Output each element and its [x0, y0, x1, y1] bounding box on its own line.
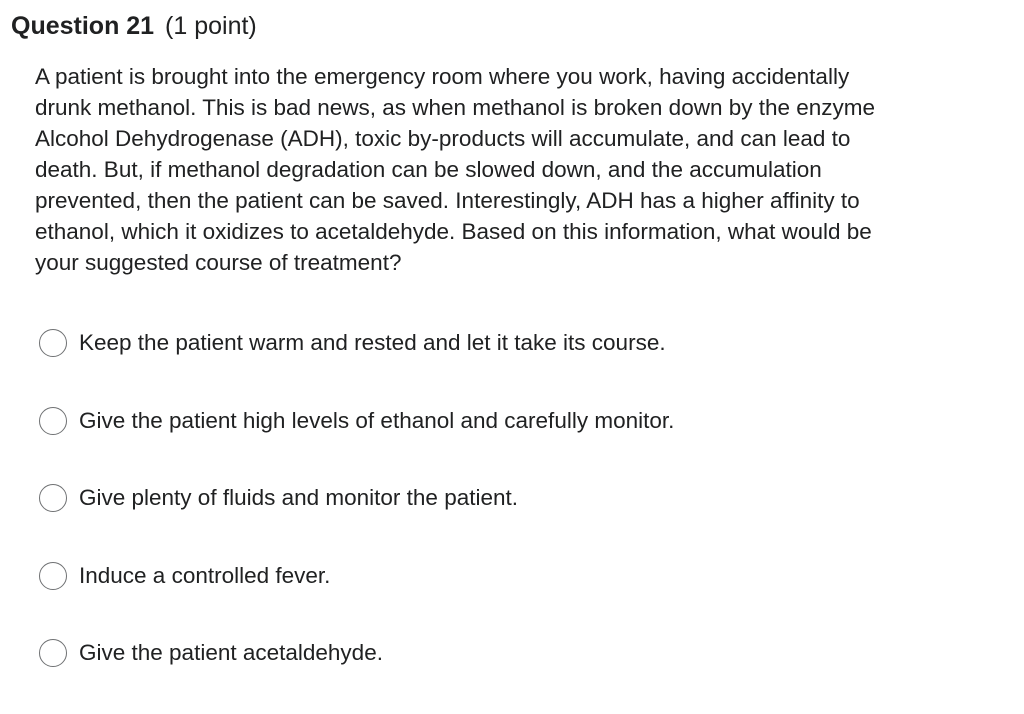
answer-option-2[interactable]	[39, 404, 999, 438]
answer-option-label-4[interactable]: Induce a controlled fever.	[79, 562, 331, 588]
radio-button-1[interactable]	[39, 329, 67, 357]
answer-option-3[interactable]	[39, 481, 999, 515]
radio-button-3[interactable]	[39, 484, 67, 512]
answer-option-label-1[interactable]: Keep the patient warm and rested and let it take its course.	[79, 330, 666, 355]
question-points: (1 point)	[165, 12, 257, 40]
answer-option-label-2[interactable]: Give the patient high levels of ethanol and carefully monitor.	[79, 407, 675, 433]
answer-options	[39, 326, 999, 714]
answer-option-4[interactable]	[39, 559, 999, 593]
answer-option-label-3[interactable]: Give plenty of fluids and monitor the patient.	[79, 485, 519, 510]
question-text: A patient is brought into the emergency room where you work, having accidentally drunk methanol. This is bad news, as when methanol is broken down by the enzyme Alcohol Dehydrogenase (ADH), toxic by-products will accumulate, and can lead to death. But, if methanol degradation can be slowed down, and the accumulation prevented, then the patient can be saved. Interestingly, ADH has a higher affinity to ethanol, which it oxidizes to acetaldehyde. Based on this information, what would be your suggested course of treatment?	[35, 64, 876, 275]
answer-option-5[interactable]	[39, 636, 999, 670]
answer-option-label-5[interactable]: Give the patient acetaldehyde.	[79, 640, 383, 665]
question-title: Question 21	[11, 12, 155, 40]
question-header	[11, 10, 257, 42]
radio-button-2[interactable]	[39, 407, 67, 435]
radio-button-5[interactable]	[39, 639, 67, 667]
radio-button-4[interactable]	[39, 562, 67, 590]
answer-option-1[interactable]	[39, 326, 999, 360]
